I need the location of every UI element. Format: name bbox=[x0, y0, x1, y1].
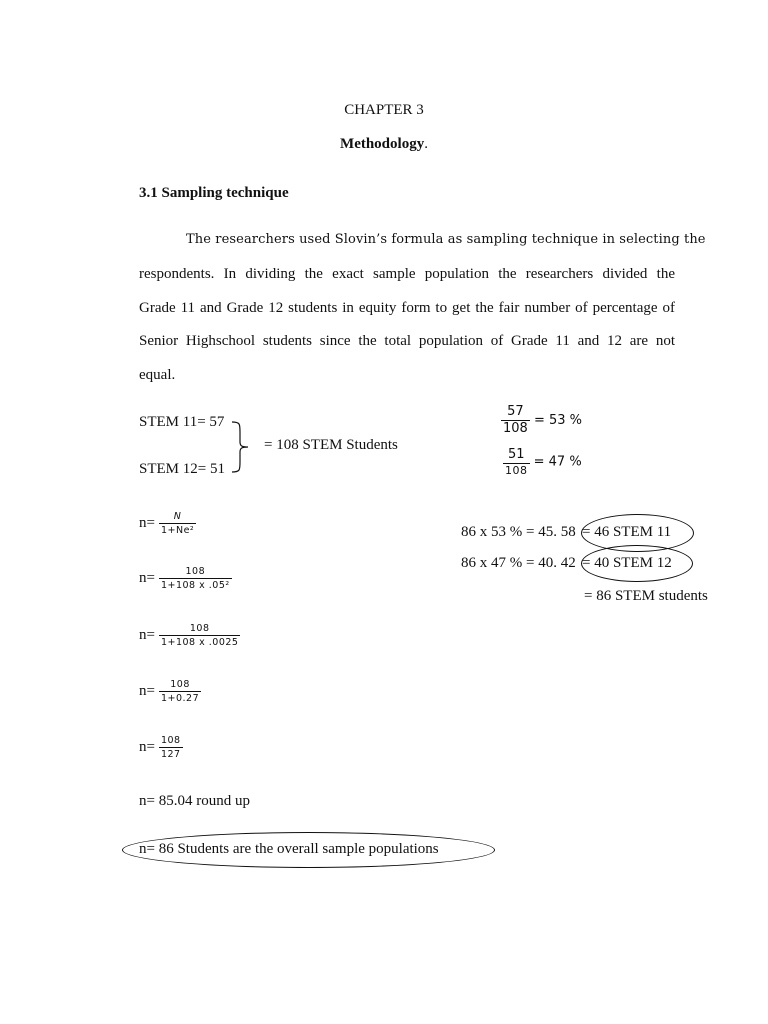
fraction bbox=[159, 565, 232, 592]
stem12-count: STEM 12= 51 bbox=[139, 461, 225, 477]
fraction-numerator: 57 bbox=[501, 404, 530, 421]
percent-fraction-1 bbox=[501, 404, 582, 437]
result-line: n= 85.04 round up bbox=[139, 793, 250, 809]
page-title bbox=[0, 136, 768, 153]
fraction-denominator: 108 bbox=[505, 464, 528, 477]
fraction-denominator: 1+108 x .0025 bbox=[160, 637, 239, 648]
fraction-numerator: 108 bbox=[159, 565, 232, 579]
paragraph-line-3: Grade 11 and Grade 12 students in equity form to get the fair number of percentage of bbox=[139, 300, 675, 316]
alloc-result-2-oval bbox=[581, 545, 693, 582]
fraction-numerator: N bbox=[159, 510, 196, 524]
fraction bbox=[159, 734, 183, 761]
conclusion: n= 86 Students are the overall sample populations bbox=[139, 841, 439, 857]
fraction-denominator: 127 bbox=[160, 749, 181, 760]
alloc-line-1: 86 x 53 % = 45. 58 bbox=[461, 524, 576, 540]
formula-step-3 bbox=[139, 622, 240, 649]
fraction-denominator: 108 bbox=[503, 421, 528, 436]
formula-step-4 bbox=[139, 678, 201, 705]
alloc-line-2: 86 x 47 % = 40. 42 bbox=[461, 555, 576, 571]
fraction bbox=[159, 678, 201, 705]
paragraph-line-2: respondents. In dividing the exact sample population the researchers divided the bbox=[139, 266, 675, 282]
fraction-numerator: 108 bbox=[160, 735, 181, 746]
percent-fraction-2 bbox=[503, 447, 582, 477]
formula-prefix: n= bbox=[139, 515, 155, 531]
percent-result-1: = 53 % bbox=[533, 413, 583, 428]
formula-step-1 bbox=[139, 510, 196, 537]
fraction bbox=[501, 404, 530, 437]
fraction-denominator: 1+108 x .05² bbox=[160, 580, 230, 591]
alloc-result-1: = 46 STEM 11 bbox=[582, 524, 672, 540]
alloc-result-2: = 40 STEM 12 bbox=[582, 555, 672, 571]
curly-brace bbox=[228, 418, 258, 476]
stem-total: = 108 STEM Students bbox=[264, 437, 398, 453]
fraction bbox=[503, 447, 530, 477]
formula-prefix: n= bbox=[139, 627, 155, 643]
paragraph-line-1: The researchers used Slovin’s formula as sampling technique in selecting the bbox=[186, 232, 706, 247]
formula-prefix: n= bbox=[139, 683, 155, 699]
percent-result-2: = 47 % bbox=[533, 454, 582, 470]
page-title-text: Methodology bbox=[340, 136, 425, 152]
page-title-period: . bbox=[424, 136, 428, 152]
formula-prefix: n= bbox=[139, 739, 155, 755]
fraction-numerator: 108 bbox=[159, 622, 241, 636]
fraction-denominator: 1+Ne² bbox=[160, 525, 195, 536]
fraction-numerator: 51 bbox=[503, 447, 530, 464]
formula-step-2 bbox=[139, 565, 232, 592]
section-heading: 3.1 Sampling technique bbox=[139, 185, 289, 201]
alloc-total: = 86 STEM students bbox=[584, 588, 708, 604]
fraction bbox=[159, 510, 196, 537]
stem11-count: STEM 11= 57 bbox=[139, 414, 225, 430]
paragraph-line-4: Senior Highschool students since the total population of Grade 11 and 12 are not bbox=[139, 333, 675, 349]
fraction bbox=[159, 622, 241, 649]
formula-step-5 bbox=[139, 734, 183, 761]
paragraph-line-5: equal. bbox=[139, 367, 176, 383]
fraction-denominator: 1+0.27 bbox=[160, 693, 200, 704]
fraction-numerator: 108 bbox=[159, 678, 201, 692]
chapter-heading: CHAPTER 3 bbox=[344, 102, 424, 118]
formula-prefix: n= bbox=[139, 570, 155, 586]
